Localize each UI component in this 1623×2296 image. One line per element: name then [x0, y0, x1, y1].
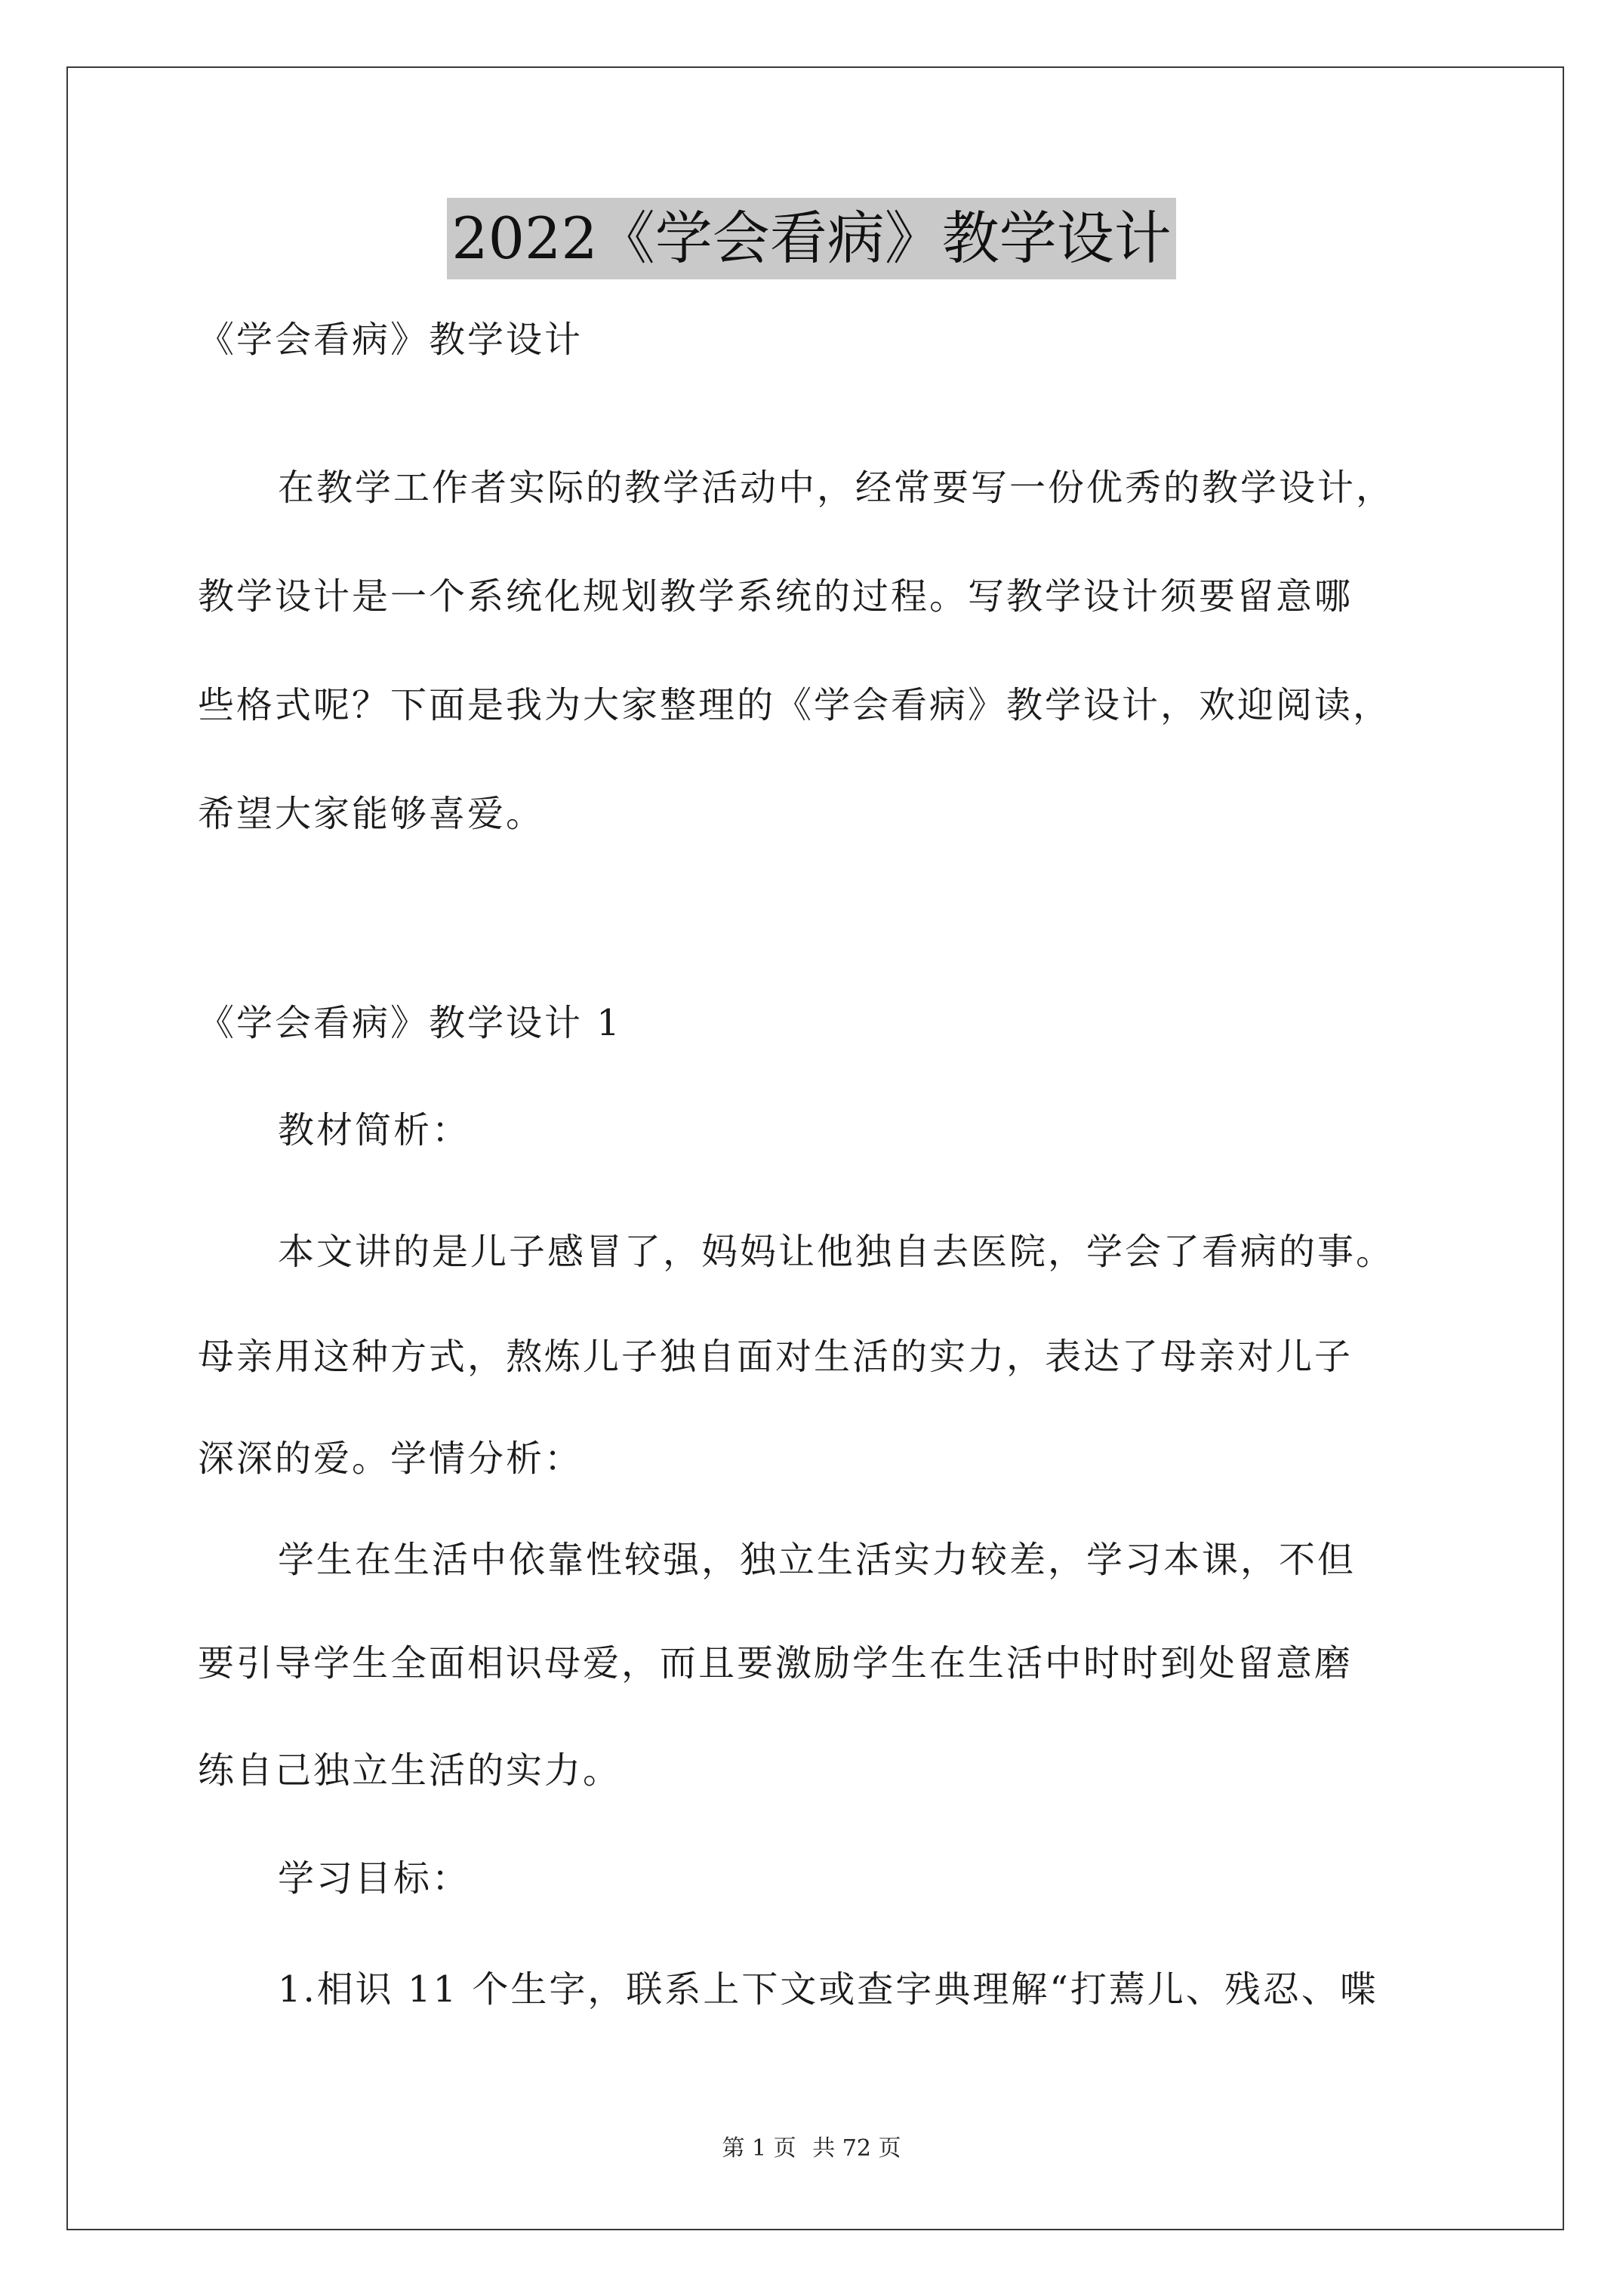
body-paragraph-line: 学生在生活中依靠性较强，独立生活实力较差，学习本课，不但 [278, 1539, 1357, 1581]
intro-paragraph-line: 在教学工作者实际的教学活动中，经常要写一份优秀的教学设计， [278, 467, 1395, 509]
page-footer [0, 2134, 1623, 2164]
subtitle-line: 《学会看病》教学设计 [198, 319, 584, 361]
document-title-container [0, 198, 1623, 279]
body-paragraph-line: 深深的爱。学情分析： [198, 1438, 584, 1480]
intro-paragraph-line: 希望大家能够喜爱。 [198, 793, 545, 835]
goal-item-line: 1.相识 11 个生字，联系上下文或查字典理解“打蔫儿、残忍、喋 [278, 1968, 1378, 2011]
page-number: 第 1 页 [722, 2135, 796, 2162]
subheading-material-analysis: 教材简析： [278, 1109, 471, 1151]
body-paragraph-line: 母亲用这种方式，熬炼儿子独自面对生活的实力，表达了母亲对儿子 [198, 1336, 1354, 1378]
intro-paragraph-line: 教学设计是一个系统化规划教学系统的过程。写教学设计须要留意哪 [198, 575, 1354, 618]
page-total: 共 72 页 [812, 2135, 901, 2162]
document-title: 2022《学会看病》教学设计 [447, 198, 1175, 279]
body-paragraph-line: 要引导学生全面相识母爱，而且要激励学生在生活中时时到处留意磨 [198, 1642, 1354, 1684]
body-paragraph-line: 本文讲的是儿子感冒了，妈妈让他独自去医院，学会了看病的事。 [278, 1231, 1395, 1273]
section-heading: 《学会看病》教学设计 1 [198, 1002, 622, 1044]
body-paragraph-line: 练自己独立生活的实力。 [198, 1749, 622, 1792]
subheading-learning-goals: 学习目标： [278, 1857, 471, 1900]
intro-paragraph-line: 些格式呢？下面是我为大家整理的《学会看病》教学设计，欢迎阅读， [198, 684, 1392, 726]
